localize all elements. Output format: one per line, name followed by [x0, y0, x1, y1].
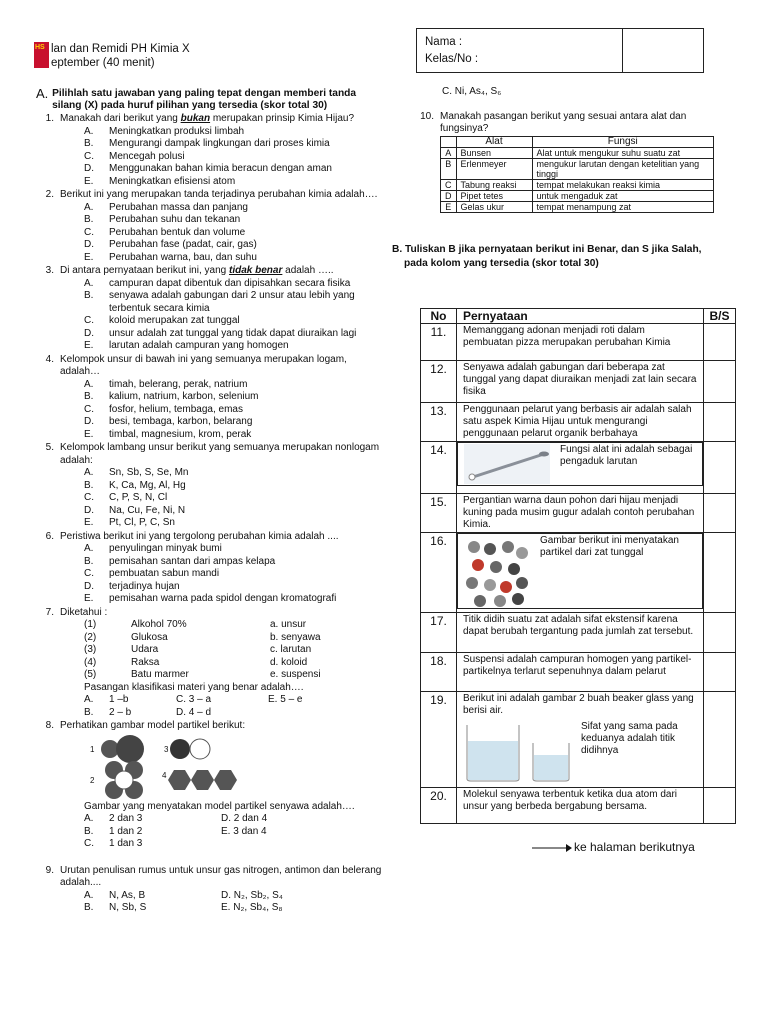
alat-header: Alat: [456, 136, 532, 147]
alat-letter: A: [441, 147, 457, 158]
statement-number: 13.: [421, 403, 457, 442]
option-text: Mengurangi dampak lingkungan dari proses kimia: [109, 138, 330, 149]
statement-text: Titik didih suatu zat adalah sifat ekstensif karena dapat berubah tergantung pada jumlah zat tersebut.: [463, 614, 694, 637]
section-a: [36, 88, 386, 915]
bs-answer-cell[interactable]: [704, 324, 736, 361]
bs-answer-cell[interactable]: [704, 533, 736, 613]
question-9-option-c[interactable]: C. Ni, As₄, S₆: [442, 86, 502, 97]
next-page-text: ke halaman berikutnya: [574, 840, 695, 854]
option-text: unsur adalah zat tunggal yang tidak dapat diuraikan lagi: [109, 327, 357, 339]
option-text: E. 5 – e: [268, 694, 303, 705]
q4-option[interactable]: [84, 429, 386, 442]
option-text: pemisahan warna pada spidol dengan kromatografi: [109, 593, 337, 604]
statement-text-cell: [457, 788, 704, 824]
particle-atom-large: [116, 735, 144, 763]
statement-row: [421, 788, 736, 824]
q1-option[interactable]: [84, 151, 386, 164]
statement-text-cell: [457, 361, 704, 403]
option-letter: C.: [84, 403, 94, 415]
alat-function: mengukur larutan dengan ketelitian yang tinggi: [532, 158, 714, 179]
statement-number: 14.: [421, 442, 457, 494]
statement-text-cell: [457, 692, 704, 788]
particle-circle: [466, 577, 478, 589]
bs-answer-cell[interactable]: [704, 613, 736, 653]
classification-cell: Raksa: [131, 656, 160, 668]
question-10: 10. Manakah pasangan berikut yang sesuai antara alat dan fungsinya?: [420, 110, 687, 134]
option-letter: A.: [84, 378, 94, 390]
hexagon-1: [168, 770, 191, 790]
option-text: campuran dapat dibentuk dan dipisahkan secara fisika: [109, 277, 351, 289]
statement-row: [421, 442, 736, 494]
statement-text: Suspensi adalah campuran homogen yang partikel-partikelnya terlarut sepenuhnya dalam pelarut: [463, 654, 692, 677]
statement-number: 16.: [421, 533, 457, 613]
option-text: Menggunakan bahan kimia beracun dengan aman: [109, 163, 332, 174]
particle-circle: [468, 541, 480, 553]
q8-option[interactable]: [221, 813, 361, 826]
classification-cell: c. larutan: [270, 644, 312, 655]
particle-atom-center: [115, 771, 133, 789]
identity-box: [416, 28, 704, 73]
option-letter: E.: [84, 175, 94, 187]
alat-function: untuk mengaduk zat: [532, 190, 714, 201]
statement-text: Pergantian warna daun pohon dari hijau menjadi kuning pada musim gugur adalah contoh perubahan Kimia.: [463, 495, 695, 530]
header-title: [34, 42, 334, 71]
classification-cell: (3): [84, 644, 97, 655]
option-text: fosfor, helium, tembaga, emas: [109, 403, 243, 415]
statement-row: [421, 403, 736, 442]
statement-text-cell: [457, 533, 703, 609]
particle-circle: [472, 559, 484, 571]
q6-option[interactable]: [84, 581, 386, 594]
option-letter: B.: [84, 290, 94, 301]
question-7-classification: [84, 619, 386, 682]
option-text: Perubahan fase (padat, cair, gas): [109, 239, 257, 250]
alat-function: tempat menampung zat: [532, 201, 714, 212]
classification-cell: a. unsur: [270, 619, 307, 630]
identity-blank[interactable]: [623, 29, 703, 72]
option-letter: D.: [84, 504, 94, 516]
q8-option[interactable]: [221, 838, 361, 851]
statement-text-cell: [457, 324, 704, 361]
statement-row: [421, 533, 736, 613]
question-7-prompt: Pasangan klasifikasi materi yang benar adalah….: [84, 681, 304, 693]
option-text: Sn, Sb, S, Se, Mn: [109, 467, 189, 478]
statement-text: Berikut ini adalah gambar 2 buah beaker glass yang berisi air.: [463, 693, 694, 716]
option-letter: B.: [84, 706, 94, 718]
statement-text-cell: [457, 613, 704, 653]
classification-cell: Batu marmer: [131, 669, 189, 680]
particle-circle: [474, 595, 486, 607]
option-letter: B.: [84, 555, 94, 567]
classification-cell: d. koloid: [270, 656, 308, 668]
alat-letter: C: [441, 179, 457, 190]
q6-option[interactable]: [84, 568, 386, 581]
statement-row: [421, 361, 736, 403]
statement-text: Gambar berikut ini menyatakan partikel dari zat tunggal: [540, 535, 679, 558]
bs-header: B/S: [704, 309, 736, 324]
question-6: 6. Peristiwa berikut ini yang tergolong perubahan kimia adalah ....: [45, 530, 339, 542]
option-text: Na, Cu, Fe, Ni, N: [109, 504, 186, 516]
hexagon-2: [191, 770, 214, 790]
particles-image: [464, 539, 532, 607]
q5-option[interactable]: [84, 480, 386, 493]
option-letter: B.: [84, 138, 94, 149]
statement-text: Fungsi alat ini adalah sebagai pengaduk larutan: [560, 444, 693, 467]
classification-cell: (2): [84, 631, 97, 643]
alat-name: Gelas ukur: [456, 201, 532, 212]
question-9-options[interactable]: A. N, As, B D. N₂, Sb₂, S₄ B. N, Sb, S E. N₂, Sb₄, S₈: [84, 889, 283, 913]
option-text: 2 dan 3: [109, 813, 143, 824]
option-text: kalium, natrium, karbon, selenium: [109, 391, 259, 402]
q2-option[interactable]: [84, 252, 386, 265]
classification-cell: Alkohol 70%: [131, 619, 187, 630]
particle-circle: [516, 577, 528, 589]
option-letter: A.: [84, 543, 94, 554]
option-letter: B.: [84, 391, 94, 402]
particle-atom-dark: [170, 739, 190, 759]
bs-answer-cell[interactable]: [704, 361, 736, 403]
fungsi-header: Fungsi: [532, 136, 714, 147]
alat-row: [441, 147, 714, 158]
question-7-options[interactable]: [84, 694, 386, 719]
question-8: 8. Perhatikan gambar model partikel berikut:: [45, 720, 246, 731]
classification-cell: b. senyawa: [270, 631, 321, 643]
bs-answer-cell[interactable]: [704, 653, 736, 692]
option-letter: B.: [84, 479, 94, 491]
statement-number: 11.: [421, 324, 457, 361]
particle-circle: [512, 593, 524, 605]
alat-name: Bunsen: [456, 147, 532, 158]
question-6-options[interactable]: [84, 543, 386, 606]
statement-text-cell: [457, 653, 704, 692]
option-text: 1 –b: [109, 694, 129, 705]
q5-option[interactable]: [84, 517, 386, 530]
option-letter: D.: [84, 416, 94, 427]
hexagon-3: [214, 770, 237, 790]
alat-row: [441, 179, 714, 190]
statement-row: [421, 494, 736, 533]
option-text: Perubahan bentuk dan volume: [109, 226, 246, 238]
option-letter: D.: [84, 239, 94, 250]
option-letter: C.: [84, 568, 94, 579]
q4-option[interactable]: [84, 391, 386, 404]
q7-option[interactable]: [268, 707, 360, 720]
option-letter: C.: [84, 492, 94, 503]
arrow-right-icon: [532, 843, 572, 853]
nama-field[interactable]: Nama :: [425, 36, 463, 48]
next-page-note: [532, 840, 695, 855]
option-letter: A.: [84, 201, 94, 213]
option-text: C. 3 – a: [176, 694, 212, 705]
q7-option[interactable]: [84, 707, 176, 720]
question-5: 5. Kelompok lambang unsur berikut yang semuanya merupakan nonlogam adalah:: [45, 442, 380, 466]
question-8-prompt: Gambar yang menyatakan model partikel senyawa adalah….: [84, 800, 355, 812]
alat-row: [441, 201, 714, 212]
alat-function: Alat untuk mengukur suhu suatu zat: [532, 147, 714, 158]
q5-option[interactable]: [84, 492, 386, 505]
kelas-field[interactable]: Kelas/No :: [425, 53, 479, 65]
option-letter: C.: [84, 315, 94, 326]
particle-label-3: 3: [164, 744, 169, 754]
option-text: pembuatan sabun mandi: [109, 568, 220, 579]
statement-number: 17.: [421, 613, 457, 653]
header-line2: eptember (40 menit): [51, 57, 155, 70]
question-2: 2. Berikut ini yang merupakan tanda terjadinya perubahan kimia adalah….: [45, 189, 378, 200]
question-9: 9. Urutan penulisan rumus untuk unsur gas nitrogen, antimon dan belerang adalah....: [45, 864, 382, 888]
q2-option[interactable]: [84, 227, 386, 240]
option-text: 2 – b: [109, 706, 132, 718]
question-5-options[interactable]: [84, 467, 386, 530]
alat-function: tempat melakukan reaksi kimia: [532, 179, 714, 190]
option-letter: B.: [84, 825, 94, 837]
option-text: pemisahan santan dari ampas kelapa: [109, 555, 276, 567]
question-1-options[interactable]: [84, 126, 386, 189]
q1-option[interactable]: [84, 126, 386, 139]
right-column: [392, 86, 716, 271]
school-logo-icon: HS: [34, 42, 49, 68]
option-text: senyawa adalah gabungan dari 2 unsur atau lebih yang terbentuk secara kimia: [109, 290, 355, 314]
q1-option[interactable]: [84, 163, 386, 176]
question-3: 3. Di antara pernyataan berikut ini, yang tidak benar adalah …..: [45, 265, 334, 276]
q8-option[interactable]: [84, 813, 221, 826]
particle-circle: [484, 579, 496, 591]
option-text: 1 dan 3: [109, 838, 143, 849]
option-text: 1 dan 2: [109, 825, 143, 837]
q8-option[interactable]: [84, 838, 221, 851]
option-letter: C.: [84, 150, 94, 162]
particle-circle: [508, 563, 520, 575]
question-3-options[interactable]: [84, 278, 386, 353]
bs-answer-cell[interactable]: [704, 494, 736, 533]
q3-option[interactable]: [84, 278, 386, 291]
statement-text-cell: [457, 403, 704, 442]
q6-option[interactable]: [84, 556, 386, 569]
statement-number: 18.: [421, 653, 457, 692]
bs-answer-cell[interactable]: [704, 442, 736, 494]
statement-text: Penggunaan pelarut yang berbasis air adalah salah satu aspek Kimia Hijau untuk mengurangi penggunaan pelarut organik berbahaya: [463, 404, 692, 439]
question-4-options[interactable]: [84, 379, 386, 442]
option-text: E. 3 dan 4: [221, 825, 267, 837]
option-text: D. 4 – d: [176, 706, 212, 718]
option-text: Perubahan warna, bau, dan suhu: [109, 251, 257, 263]
q7-option[interactable]: [176, 694, 268, 707]
option-letter: E.: [84, 428, 94, 440]
q5-option[interactable]: [84, 505, 386, 518]
question-1: 1. Manakah dari berikut yang bukan merupakan prinsip Kimia Hijau?: [45, 113, 355, 124]
header-line1: lan dan Remidi PH Kimia X: [51, 43, 190, 55]
alat-fungsi-table: [440, 136, 714, 213]
particle-circle: [502, 541, 514, 553]
alat-letter: D: [441, 190, 457, 201]
option-text: K, Ca, Mg, Al, Hg: [109, 479, 186, 491]
alat-letter: E: [441, 201, 457, 212]
option-text: penyulingan minyak bumi: [109, 543, 222, 554]
question-8-options[interactable]: [84, 813, 386, 851]
q5-option[interactable]: [84, 467, 386, 480]
question-4: 4. Kelompok unsur di bawah ini yang semuanya merupakan logam, adalah…: [45, 353, 347, 377]
option-text: Meningkatkan produksi limbah: [109, 125, 245, 137]
q3-option[interactable]: [84, 315, 386, 328]
bs-answer-cell[interactable]: [704, 403, 736, 442]
question-2-options[interactable]: [84, 202, 386, 265]
statement-text: Molekul senyawa terbentuk ketika dua atom dari unsur yang berbeda bergabung bersama.: [463, 789, 678, 812]
classification-cell: (5): [84, 669, 97, 680]
option-letter: A.: [84, 125, 94, 137]
option-text: besi, tembaga, karbon, belarang: [109, 416, 253, 427]
alat-row: [441, 158, 714, 179]
alat-letter: B: [441, 158, 457, 179]
q4-option[interactable]: [84, 404, 386, 417]
option-letter: D.: [84, 163, 94, 174]
classification-cell: e. suspensi: [270, 669, 321, 680]
alat-name: Erlenmeyer: [456, 158, 532, 179]
q4-option[interactable]: [84, 416, 386, 429]
q4-option[interactable]: [84, 379, 386, 392]
q3-option[interactable]: [84, 328, 386, 341]
no-header: No: [421, 309, 457, 324]
option-text: D. 2 dan 4: [221, 813, 268, 824]
option-letter: E.: [84, 517, 94, 528]
option-text: timah, belerang, perak, natrium: [109, 378, 248, 390]
particle-circle: [490, 561, 502, 573]
option-text: larutan adalah campuran yang homogen: [109, 340, 289, 351]
option-letter: A.: [84, 277, 94, 289]
statement-row: [421, 692, 736, 788]
section-b-title: B. Tuliskan B jika pernyataan berikut ini Benar, dan S jika Salah, pada kolom yang tersedia (skor total 30): [392, 243, 702, 269]
q7-option[interactable]: [268, 694, 360, 707]
statement-number: 12.: [421, 361, 457, 403]
statement-number: 20.: [421, 788, 457, 824]
particle-circle: [484, 543, 496, 555]
q8-option[interactable]: [221, 826, 361, 839]
option-text: Meningkatkan efisiensi atom: [109, 175, 236, 187]
option-letter: A.: [84, 467, 94, 478]
statement-text-2: Sifat yang sama pada keduanya adalah titik didihnya: [581, 721, 678, 756]
q2-option[interactable]: [84, 239, 386, 252]
section-a-title: A. Pilihlah satu jawaban yang paling tepat dengan memberi tanda silang (X) pada huruf pilihan yang tersedia (skor total 30): [36, 86, 357, 111]
option-text: Perubahan suhu dan tekanan: [109, 214, 241, 225]
q3-option[interactable]: [84, 340, 386, 353]
statement-number: 19.: [421, 692, 457, 788]
particle-circle: [494, 595, 506, 607]
alat-name: Tabung reaksi: [456, 179, 532, 190]
particle-label-1: 1: [90, 744, 95, 754]
option-letter: E.: [84, 251, 94, 263]
classification-cell: Udara: [131, 644, 159, 655]
option-text: terjadinya hujan: [109, 580, 180, 592]
statement-text: Senyawa adalah gabungan dari beberapa zat tunggal yang dapat diuraikan menjadi zat lain secara fisika: [463, 362, 697, 397]
option-text: Pt, Cl, P, C, Sn: [109, 517, 175, 528]
bs-answer-cell[interactable]: [704, 692, 736, 788]
option-letter: D.: [84, 580, 94, 592]
q3-option[interactable]: [84, 290, 386, 315]
question-7: 7. Diketahui :: [45, 606, 108, 618]
q7-option[interactable]: [84, 694, 176, 707]
particle-circle: [500, 581, 512, 593]
statement-text-cell: [457, 494, 704, 533]
pernyataan-header: Pernyataan: [457, 309, 704, 324]
classification-cell: (4): [84, 656, 97, 668]
option-letter: D.: [84, 327, 94, 339]
q1-option[interactable]: [84, 176, 386, 189]
option-text: timbal, magnesium, krom, perak: [109, 428, 252, 440]
benar-salah-table: [420, 308, 736, 824]
statement-row: [421, 653, 736, 692]
particle-circle: [516, 547, 528, 559]
option-text: Mencegah polusi: [109, 150, 185, 162]
option-letter: E.: [84, 593, 94, 604]
particle-label-4: 4: [162, 770, 167, 780]
particle-atom-white: [190, 739, 210, 759]
particle-label-2: 2: [90, 775, 95, 785]
q1-option[interactable]: [84, 138, 386, 151]
option-text: C, P, S, N, Cl: [109, 492, 168, 503]
q6-option[interactable]: [84, 593, 386, 606]
q8-option[interactable]: [84, 826, 221, 839]
option-letter: C.: [84, 838, 94, 849]
option-text: koloid merupakan zat tunggal: [109, 315, 240, 326]
option-letter: E.: [84, 340, 94, 351]
spatula-image: [464, 444, 550, 484]
alat-row: [441, 190, 714, 201]
q7-option[interactable]: [176, 707, 268, 720]
option-letter: C.: [84, 226, 94, 238]
option-text: Perubahan massa dan panjang: [109, 201, 248, 213]
option-letter: A.: [84, 813, 94, 824]
alat-name: Pipet tetes: [456, 190, 532, 201]
statement-row: [421, 324, 736, 361]
statement-text: Memanggang adonan menjadi roti dalam pembuatan pizza merupakan perubahan Kimia: [463, 325, 671, 348]
option-letter: A.: [84, 694, 94, 705]
classification-cell: (1): [84, 619, 97, 630]
q2-option[interactable]: [84, 202, 386, 215]
classification-cell: Glukosa: [131, 631, 168, 643]
q2-option[interactable]: [84, 214, 386, 227]
statement-number: 15.: [421, 494, 457, 533]
particle-model-figure: [88, 735, 328, 801]
beaker-glass-image: [463, 721, 573, 783]
statement-row: [421, 613, 736, 653]
statement-text-cell: [457, 442, 703, 486]
bs-answer-cell[interactable]: [704, 788, 736, 824]
option-letter: B.: [84, 214, 94, 225]
q6-option[interactable]: [84, 543, 386, 556]
